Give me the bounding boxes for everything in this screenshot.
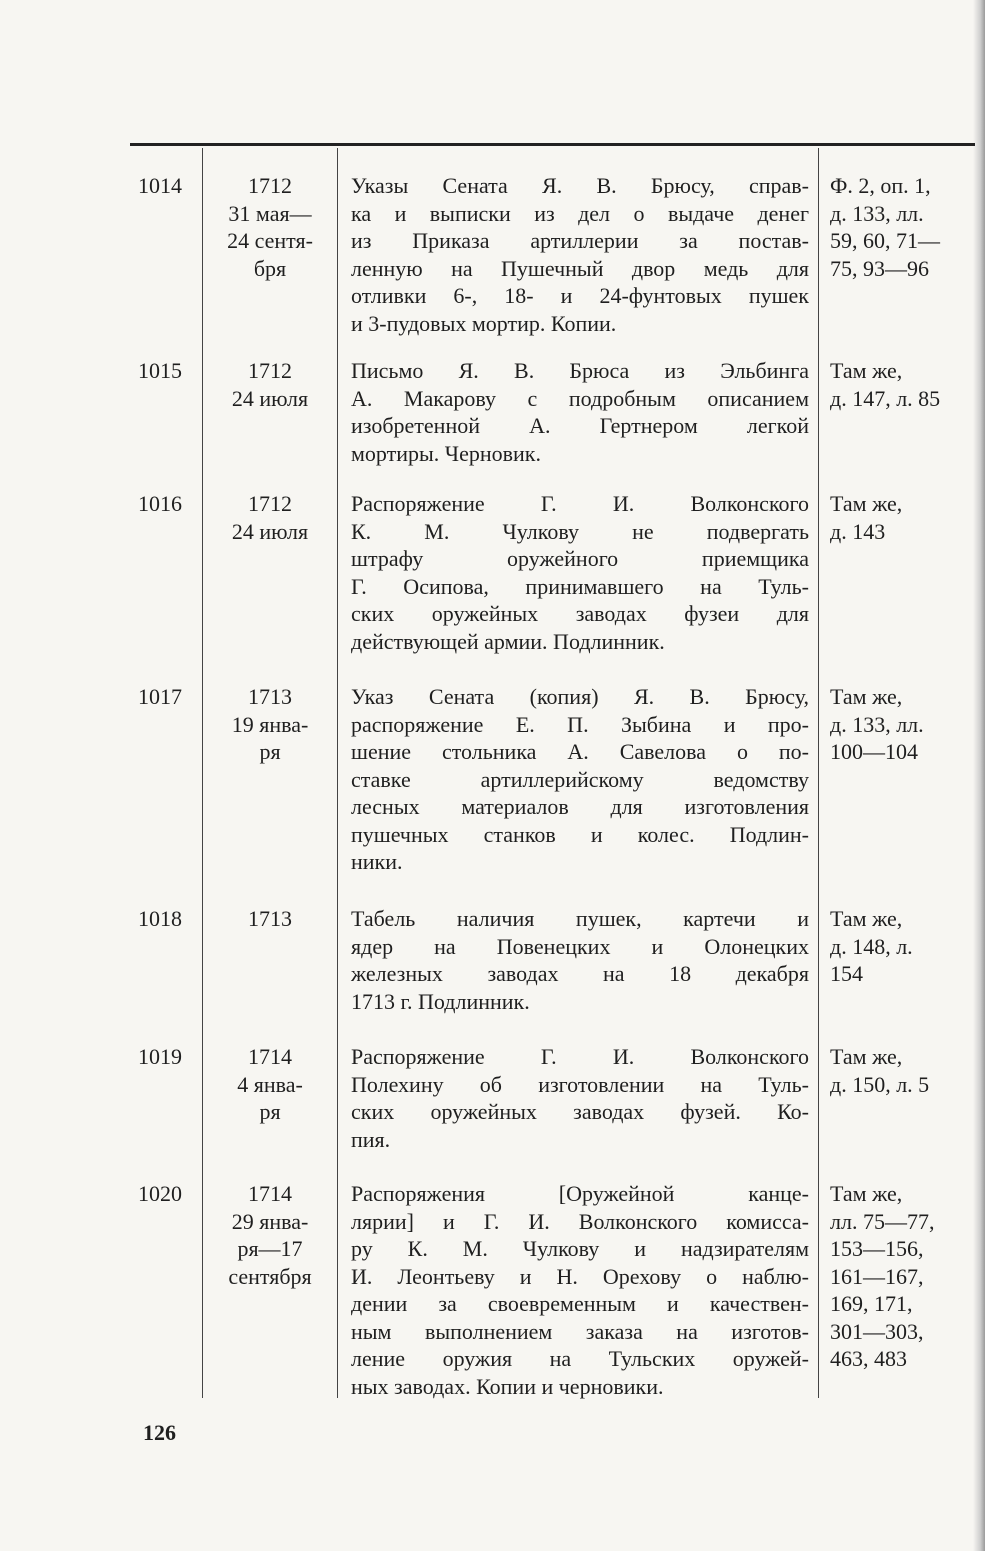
column-divider [202,148,203,1398]
date-line: бря [253,255,287,281]
date-line: 1712 [248,173,292,198]
description-line: ление оружия на Тульских оружей- [351,1346,809,1371]
reference-line: д. 150, л. 5 [830,1071,930,1097]
date-line: 1712 [248,491,292,516]
description-line: пушечных станков и колес. Подлин- [351,821,809,847]
description-line: Указ Сената (копия) Я. В. Брюсу, [351,684,809,709]
reference-line: 153—156, [830,1236,924,1261]
archive-reference [830,357,980,412]
date-line: 24 сентя- [227,228,313,253]
description-line: ских оружейных заводах фузей. Ко- [351,1099,809,1124]
reference-line: 75, 93—96 [830,255,929,281]
description-line: ных заводах. Копии и черновики. [351,1373,664,1399]
date-line: 24 июля [231,385,309,411]
description-line: ленную на Пушечный двор медь для [351,255,809,281]
date-line: 29 янва- [231,1208,309,1234]
archive-reference [830,683,980,766]
description-line: изобретенной А. Гертнером легкой [351,413,809,438]
description-line: ядер на Повенецких и Олонецких [351,933,809,959]
date-line: 1713 [248,906,292,931]
description-line: Табель наличия пушек, картечи и [351,906,809,931]
description-line: Полехину об изготовлении на Туль- [351,1071,809,1097]
date-line: 1714 [248,1044,292,1069]
description-line: И. Леонтьеву и Н. Орехову о наблю- [351,1263,809,1289]
entry-description [351,1043,809,1153]
entry-description [351,683,809,876]
archive-reference [830,905,980,988]
reference-line: Там же, [830,491,903,516]
description-line: шение стольника А. Савелова о по- [351,739,809,764]
entry-number: 1019 [138,1044,182,1069]
reference-line: 154 [830,961,863,986]
description-line: пия. [351,1126,391,1152]
entry-number: 1018 [138,906,182,931]
description-line: из Приказа артиллерии за постав- [351,228,809,253]
description-line: Указы Сената Я. В. Брюсу, справ- [351,173,809,198]
entry-number: 1015 [138,358,182,383]
description-line: железных заводах на 18 декабря [351,961,809,986]
description-line: ставке артиллерийскому ведомству [351,766,809,792]
entry-date [205,172,335,282]
entry-date [205,1043,335,1126]
description-line: действующей армии. Подлинник. [351,628,665,654]
entry-date [205,683,335,766]
reference-line: 463, 483 [830,1346,907,1371]
entry-description [351,172,809,337]
description-line: лярии] и Г. И. Волконского комисса- [351,1208,809,1234]
reference-line: Там же, [830,1181,903,1206]
archive-reference [830,1043,980,1098]
entry-date [205,905,335,933]
date-line: 1714 [248,1181,292,1206]
entry-number: 1016 [138,491,182,516]
entry-description [351,490,809,655]
archive-reference [830,1180,980,1373]
date-line: ря [259,1099,281,1124]
reference-line: д. 143 [830,518,886,544]
description-line: ка и выписки из дел о выдаче денег [351,200,809,226]
reference-line: 161—167, [830,1263,924,1289]
reference-line: Там же, [830,1044,903,1069]
description-line: ным выполнением заказа на изготов- [351,1318,809,1344]
date-line: 1713 [248,684,292,709]
date-line: 1712 [248,358,292,383]
description-line: штрафу оружейного приемщика [351,546,809,571]
reference-line: д. 147, л. 85 [830,385,941,411]
reference-line: д. 133, лл. [830,200,924,226]
entry-description [351,1180,809,1400]
entry-date [205,1180,335,1290]
description-line: ру К. М. Чулкову и надзирателям [351,1236,809,1261]
description-line: Письмо Я. В. Брюса из Эльбинга [351,358,809,383]
reference-line: д. 148, л. [830,933,913,959]
reference-line: Там же, [830,358,903,383]
reference-line: 59, 60, 71— [830,228,940,253]
column-divider [818,148,819,1398]
description-line: лесных материалов для изготовления [351,794,809,819]
description-line: распоряжение Е. П. Зыбина и про- [351,711,809,737]
date-line: сентября [228,1263,312,1289]
description-line: дении за своевременным и качествен- [351,1291,809,1316]
description-line: Г. Осипова, принимавшего на Туль- [351,573,809,599]
description-line: Распоряжение Г. И. Волконского [351,1044,809,1069]
description-line: 1713 г. Подлинник. [351,988,530,1014]
description-line: ских оружейных заводах фузеи для [351,601,809,626]
reference-line: 169, 171, [830,1291,913,1316]
description-line: Распоряжения [Оружейной канце- [351,1181,809,1206]
archive-reference [830,172,980,282]
entry-number: 1017 [138,684,182,709]
entry-date [205,490,335,545]
reference-line: 100—104 [830,739,918,764]
entry-description [351,905,809,1015]
entry-number: 1020 [138,1181,182,1206]
date-line: 24 июля [231,518,309,544]
description-line: отливки 6-, 18- и 24-фунтовых пушек [351,283,809,308]
reference-line: лл. 75—77, [830,1208,935,1234]
table-top-rule [130,143,975,146]
reference-line: 301—303, [830,1318,924,1344]
entry-number: 1014 [138,173,182,198]
archive-reference [830,490,980,545]
description-line: К. М. Чулкову не подвергать [351,518,809,544]
description-line: и 3-пудовых мортир. Копии. [351,310,617,336]
reference-line: Там же, [830,684,903,709]
reference-line: Там же, [830,906,903,931]
description-line: А. Макарову с подробным описанием [351,385,809,411]
page-number: 126 [143,1420,176,1445]
date-line: ря—17 [237,1236,303,1261]
date-line: 31 мая— [228,200,312,226]
reference-line: Ф. 2, оп. 1, [830,173,931,198]
date-line: ря [259,739,281,764]
reference-line: д. 133, лл. [830,711,924,737]
description-line: Распоряжение Г. И. Волконского [351,491,809,516]
date-line: 4 янва- [237,1071,303,1097]
entry-description [351,357,809,467]
column-divider [337,148,338,1398]
description-line: мортиры. Черновик. [351,440,541,466]
entry-date [205,357,335,412]
date-line: 19 янва- [231,711,309,737]
description-line: ники. [351,849,403,874]
